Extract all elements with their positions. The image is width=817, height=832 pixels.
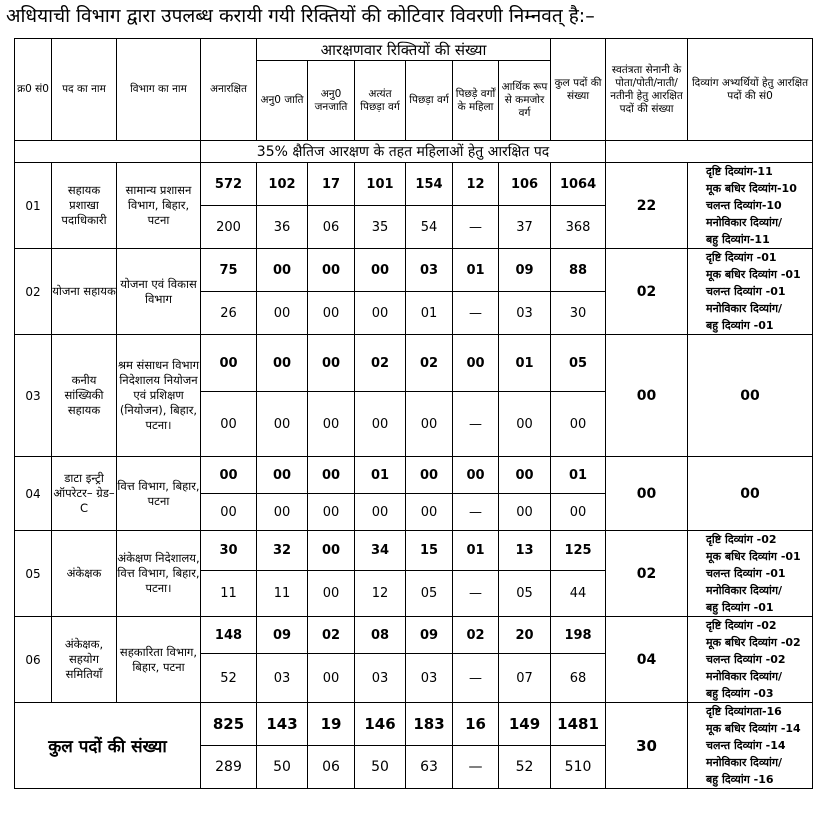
table-cell: 50 [355,746,406,789]
table-cell: 01 [355,457,406,494]
table-cell: 12 [355,570,406,616]
table-cell: 03 [355,654,406,703]
table-cell: 35 [355,206,406,249]
col-total: कुल पदों की संख्या [551,39,606,141]
table-cell: 01 [499,335,551,392]
table-cell: 00 [308,570,355,616]
table-cell: 03 [257,654,308,703]
post-name: योजना सहायक [52,249,117,335]
table-cell: 30 [551,292,606,335]
table-cell: 00 [308,249,355,292]
post-name: अंकेक्षक [52,531,117,617]
dept-name: श्रम संसाधन विभाग निदेशालय नियोजन एवं प्रशिक्षण (नियोजन), बिहार, पटना। [117,335,201,457]
table-cell: 00 [257,335,308,392]
table-cell: 03 [406,249,453,292]
total-label: कुल पदों की संख्या [15,703,201,789]
table-cell: 07 [499,654,551,703]
table-cell: 26 [201,292,257,335]
col-ews: आर्थिक रूप से कमजोर वर्ग [499,61,551,141]
table-cell: — [453,292,499,335]
table-cell: 198 [551,617,606,654]
table-cell: 37 [499,206,551,249]
freedom-count: 22 [606,163,688,249]
post-name: सहायक प्रशाखा पदाधिकारी [52,163,117,249]
col-sc: अनु0 जाति [257,61,308,141]
table-cell: 03 [499,292,551,335]
divyang-list: दृष्टि दिव्यांगता-16 मूक बधिर दिव्यांग -14 चलन्त दिव्यांग -14 मनोविकार दिव्यांग/ बहु दिव्यांग -16 [688,703,813,789]
table-cell: 50 [257,746,308,789]
table-cell: 01 [15,163,52,249]
table-cell: 01 [551,457,606,494]
table-cell: 02 [406,335,453,392]
table-cell: 63 [406,746,453,789]
table-cell: 00 [551,494,606,531]
table-cell: 200 [201,206,257,249]
table-cell: — [453,494,499,531]
table-cell: 12 [453,163,499,206]
table-cell: 04 [15,457,52,531]
vacancy-table [14,38,813,789]
women-reservation-note: 35% क्षैतिज आरक्षण के तहत महिलाओं हेतु आरक्षित पद [201,141,606,163]
table-cell: 101 [355,163,406,206]
col-bc: पिछड़ा वर्ग [406,61,453,141]
table-cell: 00 [453,457,499,494]
table-cell: 16 [453,703,499,746]
table-cell: 148 [201,617,257,654]
table-cell: 00 [499,392,551,457]
table-cell: 20 [499,617,551,654]
dept-name: सामान्य प्रशासन विभाग, बिहार, पटना [117,163,201,249]
table-cell: 05 [499,570,551,616]
table-cell: 00 [406,494,453,531]
col-reservation-group: आरक्षणवार रिक्तियों की संख्या [257,39,551,61]
table-cell: 06 [308,746,355,789]
table-cell: 00 [201,392,257,457]
post-name: कनीय सांख्यिकी सहायक [52,335,117,457]
table-cell: 146 [355,703,406,746]
col-st: अनु0 जनजाति [308,61,355,141]
col-sl: क्र0 सं0 [15,39,52,141]
table-cell: 00 [308,654,355,703]
divyang-list: दृष्टि दिव्यांग-11 मूक बधिर दिव्यांग-10 चलन्त दिव्यांग-10 मनोविकार दिव्यांग/ बहु दिव्यांग-11 [688,163,813,249]
table-cell: 143 [257,703,308,746]
post-name: अंकेक्षक, सहयोग समितियाँ [52,617,117,703]
table-cell: 00 [551,392,606,457]
table-cell: 00 [308,335,355,392]
table-cell: 02 [15,249,52,335]
table-cell: 572 [201,163,257,206]
freedom-count: 00 [606,457,688,531]
table-cell: 02 [308,617,355,654]
table-cell: 02 [355,335,406,392]
post-name: डाटा इन्ट्री ऑपरेटर– ग्रेड–C [52,457,117,531]
table-cell: 00 [355,494,406,531]
col-divyang: दिव्यांग अभ्यर्थियों हेतु आरक्षित पदों की सं0 [688,39,813,141]
dept-name: योजना एवं विकास विभाग [117,249,201,335]
table-cell: 68 [551,654,606,703]
table-cell: 00 [257,494,308,531]
table-cell: 05 [551,335,606,392]
table-cell: — [453,746,499,789]
table-cell: 30 [201,531,257,571]
table-row [15,457,813,494]
col-dept: विभाग का नाम [117,39,201,141]
table-cell: 102 [257,163,308,206]
table-cell: 34 [355,531,406,571]
table-cell: 54 [406,206,453,249]
col-freedom: स्वतंत्रता सेनानी के पोता/पोती/नाती/ नतीनी हेतु आरक्षित पदों की संख्या [606,39,688,141]
table-cell: 00 [201,494,257,531]
table-cell: 09 [499,249,551,292]
table-cell: 01 [453,531,499,571]
table-cell: 00 [308,292,355,335]
table-cell: 00 [406,392,453,457]
freedom-count: 02 [606,249,688,335]
table-cell: 06 [15,617,52,703]
table-cell: 00 [257,292,308,335]
table-cell: 00 [355,249,406,292]
table-cell: 00 [308,392,355,457]
table-cell: 15 [406,531,453,571]
table-cell: 154 [406,163,453,206]
table-cell: 00 [201,457,257,494]
table-cell: 00 [355,292,406,335]
table-cell: 11 [201,570,257,616]
table-cell: — [453,570,499,616]
divyang-list: दृष्टि दिव्यांग -01 मूक बधिर दिव्यांग -01 चलन्त दिव्यांग -01 मनोविकार दिव्यांग/ बहु दिव्यांग -01 [688,249,813,335]
col-unreserved: अनारक्षित [201,39,257,141]
table-cell: — [453,206,499,249]
freedom-count: 00 [606,335,688,457]
table-cell: 13 [499,531,551,571]
table-cell: 01 [406,292,453,335]
table-cell: 36 [257,206,308,249]
table-cell: 1064 [551,163,606,206]
table-cell: 510 [551,746,606,789]
table-cell: 75 [201,249,257,292]
table-row [15,617,813,654]
freedom-count: 02 [606,531,688,617]
table-cell: 183 [406,703,453,746]
table-cell: 05 [15,531,52,617]
table-cell: 88 [551,249,606,292]
total-row [15,703,813,746]
table-cell: 05 [406,570,453,616]
freedom-count: 30 [606,703,688,789]
table-cell: 106 [499,163,551,206]
divyang-list: दृष्टि दिव्यांग -02 मूक बधिर दिव्यांग -02 चलन्त दिव्यांग -02 मनोविकार दिव्यांग/ बहु दिव्यांग -03 [688,617,813,703]
table-cell: 00 [308,531,355,571]
table-cell: 00 [308,457,355,494]
table-cell: 00 [453,335,499,392]
divyang-list: 00 [688,335,813,457]
dept-name: वित्त विभाग, बिहार, पटना [117,457,201,531]
table-cell: 1481 [551,703,606,746]
table-cell: 09 [406,617,453,654]
table-cell: 03 [15,335,52,457]
table-cell: 06 [308,206,355,249]
col-bc-women: पिछड़े वर्गों के महिला [453,61,499,141]
table-cell: 32 [257,531,308,571]
table-cell: 149 [499,703,551,746]
table-cell: — [453,654,499,703]
table-cell: 00 [499,457,551,494]
table-row [15,163,813,206]
table-cell: 11 [257,570,308,616]
table-cell: 00 [499,494,551,531]
table-cell: — [453,392,499,457]
table-cell: 00 [201,335,257,392]
table-cell: 289 [201,746,257,789]
table-cell: 03 [406,654,453,703]
table-cell: 17 [308,163,355,206]
dept-name: अंकेक्षण निदेशालय, वित्त विभाग, बिहार, पटना। [117,531,201,617]
table-cell: 368 [551,206,606,249]
table-cell: 08 [355,617,406,654]
dept-name: सहकारिता विभाग, बिहार, पटना [117,617,201,703]
table-cell: 00 [308,494,355,531]
table-row [15,335,813,392]
table-cell: 09 [257,617,308,654]
table-cell: 52 [499,746,551,789]
table-cell: 00 [355,392,406,457]
table-cell: 00 [257,457,308,494]
table-cell: 00 [257,249,308,292]
table-cell: 125 [551,531,606,571]
table-row [15,249,813,292]
table-cell: 19 [308,703,355,746]
table-row [15,531,813,571]
page-heading: अधियाची विभाग द्वारा उपलब्ध करायी गयी रिक्तियों की कोटिवार विवरणी निम्नवत् है:– [6,5,595,27]
divyang-list: 00 [688,457,813,531]
table-cell: 52 [201,654,257,703]
col-ebc: अत्यंत पिछड़ा वर्ग [355,61,406,141]
col-post: पद का नाम [52,39,117,141]
table-cell: 44 [551,570,606,616]
table-cell: 01 [453,249,499,292]
table-cell: 825 [201,703,257,746]
table-cell: 00 [406,457,453,494]
freedom-count: 04 [606,617,688,703]
table-cell: 02 [453,617,499,654]
divyang-list: दृष्टि दिव्यांग -02 मूक बधिर दिव्यांग -01 चलन्त दिव्यांग -01 मनोविकार दिव्यांग/ बहु दिव्यांग -01 [688,531,813,617]
table-cell: 00 [257,392,308,457]
